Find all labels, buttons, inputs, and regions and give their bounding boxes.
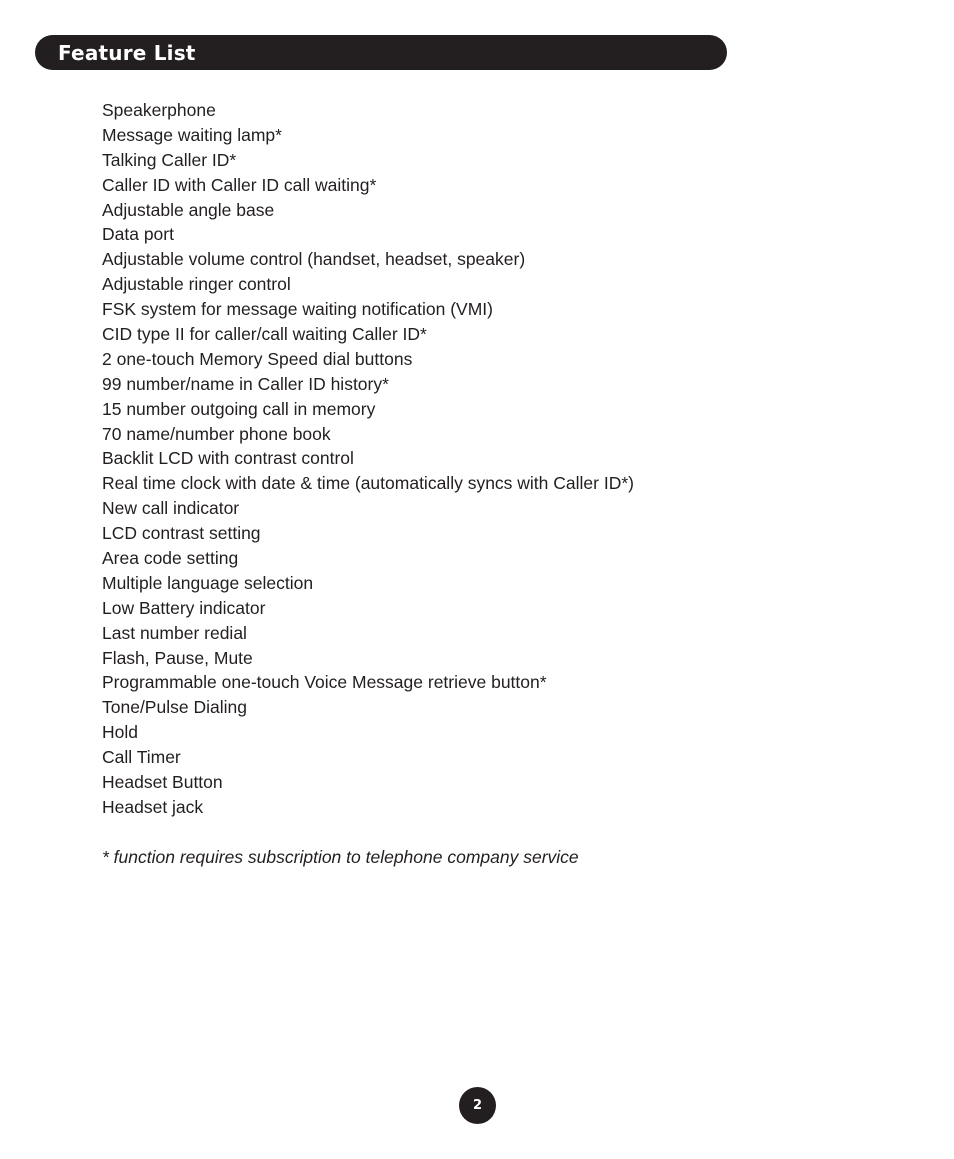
feature-item: Tone/Pulse Dialing xyxy=(102,697,247,718)
feature-item: Backlit LCD with contrast control xyxy=(102,448,354,469)
feature-item: Headset Button xyxy=(102,772,223,793)
feature-item: Hold xyxy=(102,722,138,743)
feature-item: Multiple language selection xyxy=(102,572,314,593)
feature-item: Last number redial xyxy=(102,622,247,643)
feature-item: Call Timer xyxy=(102,747,181,768)
feature-item: Programmable one-touch Voice Message retrieve button* xyxy=(102,672,547,693)
feature-item: 15 number outgoing call in memory xyxy=(102,398,376,419)
feature-list xyxy=(102,98,634,820)
feature-item: Low Battery indicator xyxy=(102,597,266,618)
feature-item: 70 name/number phone book xyxy=(102,423,331,444)
feature-item: Flash, Pause, Mute xyxy=(102,647,253,668)
feature-item: Adjustable ringer control xyxy=(102,274,291,295)
feature-item: LCD contrast setting xyxy=(102,523,261,544)
page-number-badge xyxy=(459,1087,496,1124)
feature-item: 2 one-touch Memory Speed dial buttons xyxy=(102,348,413,369)
feature-item: Real time clock with date & time (automatically syncs with Caller ID*) xyxy=(102,473,634,494)
section-title: Feature List xyxy=(58,40,196,65)
feature-item: Data port xyxy=(102,224,174,245)
feature-item: Speakerphone xyxy=(102,100,216,120)
feature-item: Headset jack xyxy=(102,796,204,817)
feature-item: New call indicator xyxy=(102,498,240,519)
page-number: 2 xyxy=(472,1098,483,1113)
feature-item: Caller ID with Caller ID call waiting* xyxy=(102,174,377,195)
feature-item: Message waiting lamp* xyxy=(102,124,282,145)
feature-item: FSK system for message waiting notification (VMI) xyxy=(102,299,493,320)
feature-item: Adjustable volume control (handset, headset, speaker) xyxy=(102,249,526,270)
feature-item: Area code setting xyxy=(102,548,239,569)
feature-item: CID type II for caller/call waiting Caller ID* xyxy=(102,324,427,345)
section-header-bar xyxy=(35,35,727,70)
footnote: * function requires subscription to telephone company service xyxy=(102,847,579,867)
feature-item: Adjustable angle base xyxy=(102,199,275,220)
feature-item: Talking Caller ID* xyxy=(102,149,237,170)
feature-item: 99 number/name in Caller ID history* xyxy=(102,373,389,394)
